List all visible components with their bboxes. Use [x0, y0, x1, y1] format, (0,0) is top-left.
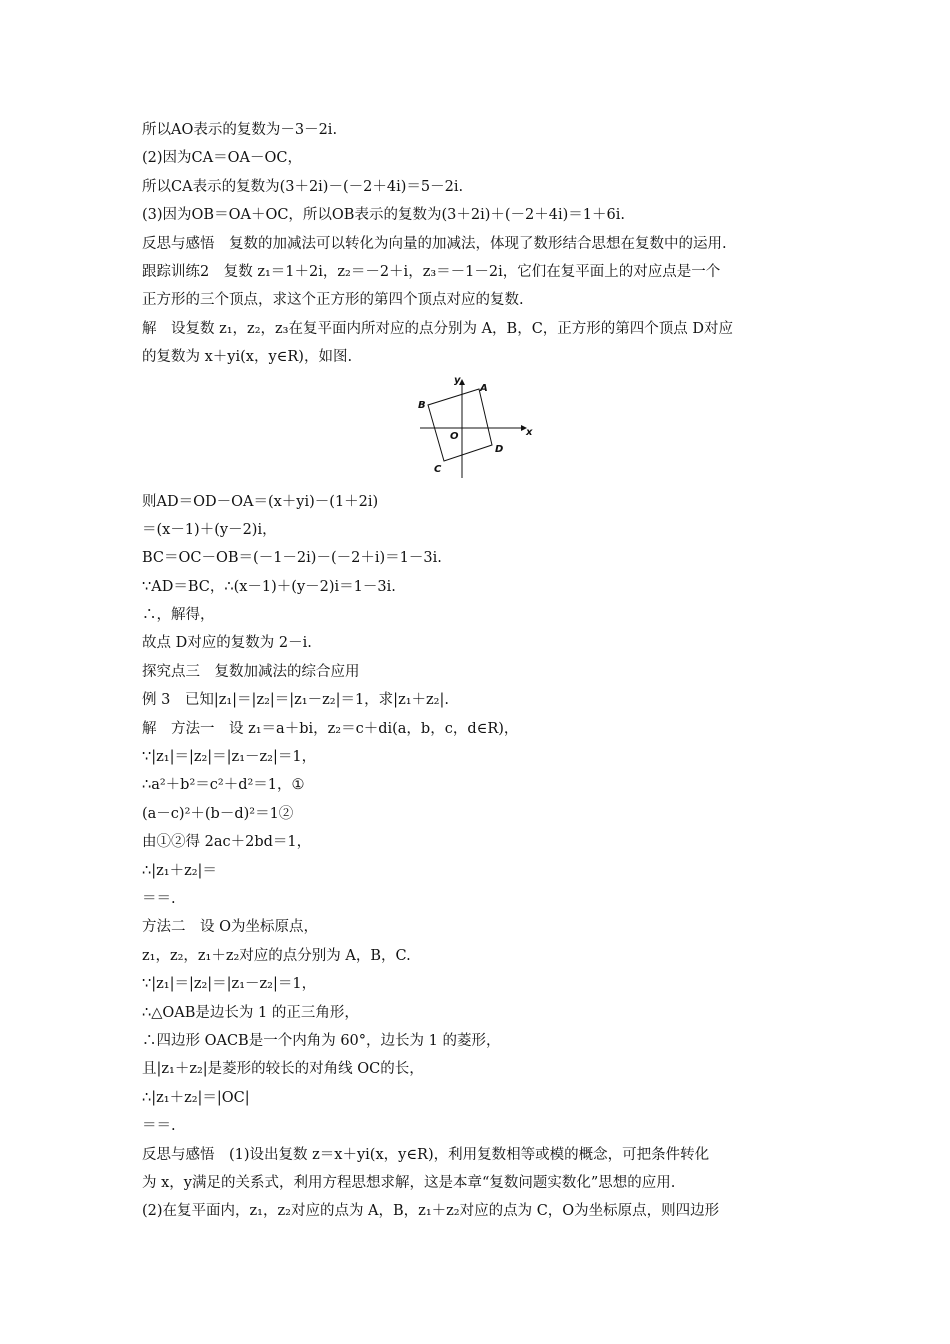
square-outline: [428, 389, 492, 461]
text-line: 正方形的三个顶点，求这个正方形的第四个顶点对应的复数.: [142, 292, 524, 309]
section-heading: 探究点三 复数加减法的综合应用: [142, 663, 360, 680]
text-line: ＝＝.: [142, 890, 176, 907]
label-b: B: [418, 399, 426, 411]
text-line: (2)在复平面内，z₁，z₂对应的点为 A，B，z₁＋z₂对应的点为 C，O为坐标原点，则四边形: [142, 1203, 720, 1220]
text-line: ＝＝.: [142, 1118, 176, 1135]
text-line: ∴△OAB是边长为 1 的正三角形，: [142, 1004, 359, 1021]
square-diagram: [416, 374, 536, 482]
text-line: ＝(x－1)＋(y－2)i，: [142, 521, 277, 538]
text-line: 所以CA表示的复数为(3＋2i)－(－2＋4i)＝5－2i.: [142, 178, 464, 195]
label-d: D: [495, 443, 504, 455]
text-line: ∴|z₁＋z₂|＝: [142, 862, 217, 879]
label-x: x: [526, 426, 533, 438]
label-a: A: [480, 382, 488, 394]
label-origin: O: [450, 430, 459, 442]
text-line: ∵|z₁|＝|z₂|＝|z₁－z₂|＝1，: [142, 976, 317, 993]
text-line: BC＝OC－OB＝(－1－2i)－(－2＋i)＝1－3i.: [142, 550, 442, 567]
text-line: z₁，z₂，z₁＋z₂对应的点分别为 A，B，C.: [142, 947, 411, 964]
text-line: 反思与感悟 (1)设出复数 z＝x＋yi(x，y∈R)，利用复数相等或模的概念，可把条件转化: [142, 1146, 710, 1163]
text-line: ∴a²＋b²＝c²＋d²＝1，①: [142, 777, 305, 794]
text-line: 所以AO表示的复数为－3－2i.: [142, 122, 338, 138]
text-line: 解 设复数 z₁，z₂，z₃在复平面内所对应的点分别为 A，B，C，正方形的第四个顶点 D对应: [142, 320, 734, 337]
text-block-upper: [142, 116, 832, 372]
text-line: 且|z₁＋z₂|是菱形的较长的对角线 OC的长，: [142, 1061, 424, 1078]
text-line: 则AD＝OD－OA＝(x＋yi)－(1＋2i): [142, 493, 379, 510]
text-line: ∴|z₁＋z₂|＝|OC|: [142, 1089, 250, 1106]
text-line: ∴四边形 OACB是一个内角为 60°，边长为 1 的菱形，: [142, 1032, 501, 1049]
text-line: 故点 D对应的复数为 2－i.: [142, 635, 312, 652]
text-line: 为 x，y满足的关系式，利用方程思想求解，这是本章“复数问题实数化”思想的应用.: [142, 1174, 676, 1191]
text-line: 解 方法一 设 z₁＝a＋bi，z₂＝c＋di(a，b，c，d∈R)，: [142, 720, 519, 737]
text-line: 由①②得 2ac＋2bd＝1，: [142, 834, 312, 851]
text-line: (3)因为OB＝OA＋OC，所以OB表示的复数为(3＋2i)＋(－2＋4i)＝1＋6i.: [142, 207, 625, 224]
text-line: (a－c)²＋(b－d)²＝1②: [142, 805, 294, 822]
text-line: 跟踪训练2 复数 z₁＝1＋2i，z₂＝－2＋i，z₃＝－1－2i，它们在复平面上的对应点是一个: [142, 263, 721, 280]
text-line: 反思与感悟 复数的加减法可以转化为向量的加减法，体现了数形结合思想在复数中的运用.: [142, 235, 727, 252]
text-line: (2)因为CA＝OA－OC，: [142, 150, 302, 167]
text-line: 方法二 设 O为坐标原点，: [142, 919, 318, 936]
text-line: ∵|z₁|＝|z₂|＝|z₁－z₂|＝1，: [142, 749, 317, 766]
document-page: [142, 116, 832, 1226]
text-line: ∴，解得，: [142, 607, 215, 624]
text-block-lower: [142, 488, 832, 1226]
label-y: y: [454, 374, 461, 386]
label-c: C: [434, 463, 442, 475]
text-line: ∵AD＝BC，∴(x－1)＋(y－2)i＝1－3i.: [142, 578, 396, 595]
text-line: 的复数为 x＋yi(x，y∈R)，如图.: [142, 349, 353, 366]
complex-plane-figure: [142, 374, 832, 482]
example-title: 例 3 已知|z₁|＝|z₂|＝|z₁－z₂|＝1，求|z₁＋z₂|.: [142, 692, 449, 709]
